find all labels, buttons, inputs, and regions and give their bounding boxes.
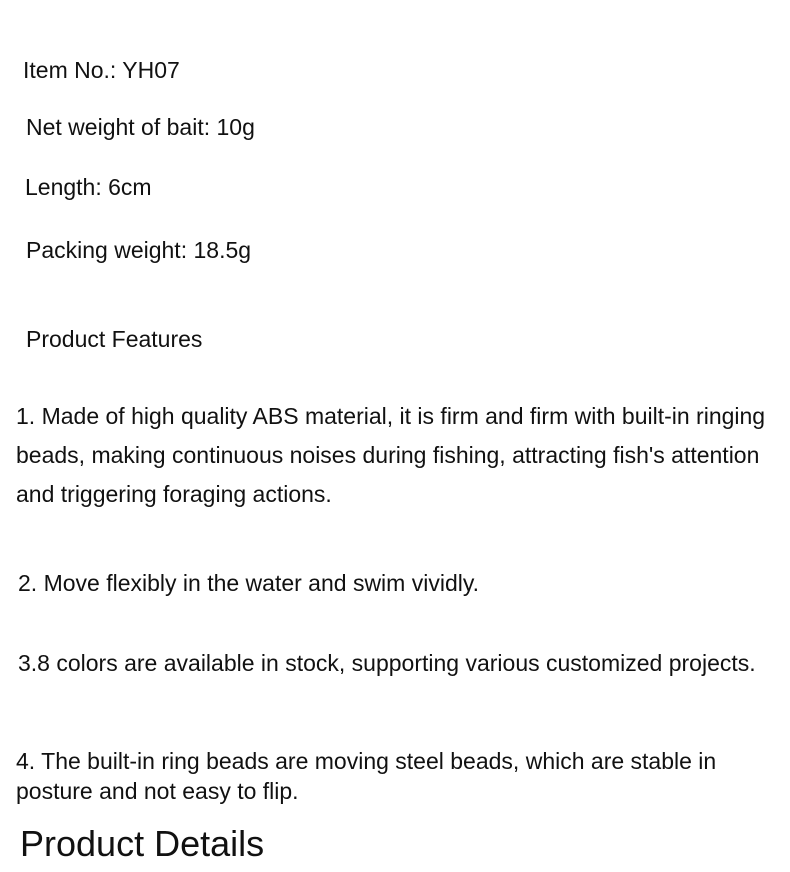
feature-item-2: 2. Move flexibly in the water and swim vividly.: [18, 570, 480, 596]
features-title: Product Features: [26, 326, 203, 352]
product-details-heading: Product Details: [20, 823, 265, 864]
spec-item-number: Item No.: YH07: [23, 57, 180, 83]
feature-item-4: 4. The built-in ring beads are moving steel beads, which are stable in posture and not easy to flip.: [16, 748, 717, 804]
spec-length: Length: 6cm: [25, 174, 152, 200]
spec-net-weight: Net weight of bait: 10g: [26, 114, 255, 140]
feature-item-1: 1. Made of high quality ABS material, it is firm and firm with built-in ringing beads, making continuous noises during fishing, attracting fish's attention and triggering foraging actions.: [16, 403, 766, 507]
feature-item-3: 3.8 colors are available in stock, supporting various customized projects.: [18, 650, 756, 676]
spec-packing-weight: Packing weight: 18.5g: [26, 237, 252, 263]
